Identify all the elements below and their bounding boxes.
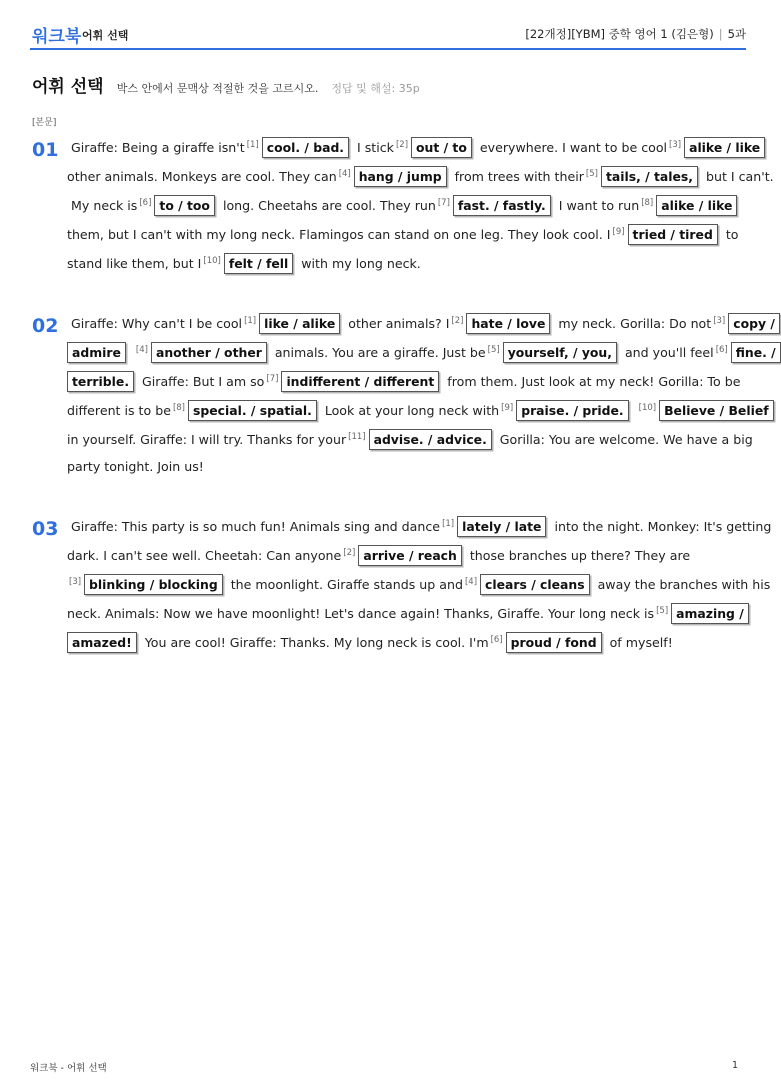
choice-box[interactable]: arrive / reach <box>358 545 462 566</box>
page-title: 어휘 선택 <box>32 77 104 97</box>
passage-line: them, but I can't with my long neck. Flamingos can stand on one leg. They look cool. I [9] tried / tired to <box>67 218 743 247</box>
choice-box[interactable]: fine. / <box>731 342 781 363</box>
passage-line: amazed! You are cool! Giraffe: Thanks. My long neck is cool. I'm [6] proud / fond of myself! <box>67 626 743 655</box>
choice-box[interactable]: like / alike <box>259 313 340 334</box>
passage-line: terrible. Giraffe: But I am so [7] indifferent / different from them. Just look at my neck! Gorilla: To be <box>67 365 743 394</box>
lesson-number: 5과 <box>727 27 746 41</box>
title-row <box>32 72 420 97</box>
passage-line: [3] blinking / blocking the moonlight. Giraffe stands up and [4] clears / cleans away the branches with his <box>67 568 743 597</box>
page-number: 1 <box>731 1060 738 1071</box>
choice-box[interactable]: out / to <box>411 137 472 158</box>
blank-number: [6] <box>715 345 728 355</box>
choice-box[interactable]: indifferent / different <box>281 371 439 392</box>
blank-number: [8] <box>641 198 654 208</box>
blank-number: [6] <box>139 198 152 208</box>
passage-line: other animals. Monkeys are cool. They can [4] hang / jump from trees with their [5] tails, / tales, but I can't. <box>67 160 743 189</box>
blank-number: [4] <box>464 577 478 587</box>
choice-box[interactable]: praise. / pride. <box>516 400 628 421</box>
choice-box[interactable]: alike / like <box>656 195 737 216</box>
choice-box[interactable]: copy / <box>728 313 780 334</box>
blank-number: [11] <box>348 432 366 442</box>
blank-number: [2] <box>395 140 409 150</box>
header-separator: | <box>718 27 723 41</box>
blank-number: [10] <box>203 256 221 266</box>
choice-box[interactable]: yourself, / you, <box>503 342 617 363</box>
blank-number: [4] <box>135 345 148 355</box>
blank-number: [3] <box>669 140 682 150</box>
choice-box[interactable]: amazed! <box>67 632 137 653</box>
passage-line: different is to be [8] special. / spatial. Look at your long neck with [9] praise. / pride. [10] Believe / Belief <box>67 394 743 423</box>
blank-number: [3] <box>69 577 82 587</box>
instruction-text: 박스 안에서 문맥상 적절한 것을 고르시오. <box>116 82 319 95</box>
blank-number: [4] <box>338 169 351 179</box>
question-number: 01 <box>32 139 59 161</box>
choice-box[interactable]: cool. / bad. <box>262 137 349 158</box>
blank-number: [6] <box>490 635 503 645</box>
choice-box[interactable]: hang / jump <box>354 166 447 187</box>
choice-box[interactable]: another / other <box>151 342 267 363</box>
choice-box[interactable]: proud / fond <box>506 632 602 653</box>
question-number: 02 <box>32 315 59 337</box>
blank-number: [5] <box>656 606 669 616</box>
course-name: [22개정][YBM] 중학 영어 1 (김은형) <box>525 27 714 41</box>
choice-box[interactable]: Believe / Belief <box>659 400 774 421</box>
blank-number: [1] <box>442 519 455 529</box>
passage-line: Giraffe: This party is so much fun! Animals sing and dance [1] lately / late into the night. Monkey: It's getting <box>67 510 743 539</box>
footer-label: 워크북 - 어휘 선택 <box>30 1063 107 1074</box>
choice-box[interactable]: tails, / tales, <box>601 166 698 187</box>
choice-box[interactable]: special. / spatial. <box>188 400 317 421</box>
question-number: 03 <box>32 518 59 540</box>
choice-box[interactable]: hate / love <box>466 313 550 334</box>
answer-reference: 정답 및 해설: 35p <box>331 82 420 95</box>
question-passage-02 <box>67 307 776 481</box>
blank-number: [7] <box>437 198 450 208</box>
blank-number: [3] <box>713 316 726 326</box>
blank-number: [7] <box>266 374 279 384</box>
passage-line: My neck is [6] to / too long. Cheetahs are cool. They run [7] fast. / fastly. I want to run [8] alike / like <box>67 189 743 218</box>
choice-box[interactable]: advise. / advice. <box>369 429 492 450</box>
blank-number: [1] <box>244 316 257 326</box>
blank-number: [5] <box>585 169 598 179</box>
passage-line: neck. Animals: Now we have moonlight! Let's dance again! Thanks, Giraffe. Your long neck is [5] amazing / <box>67 597 743 626</box>
passage-line: in yourself. Giraffe: I will try. Thanks for your [11] advise. / advice. Gorilla: You are welcome. We have a big <box>67 423 743 452</box>
passage-line: Giraffe: Being a giraffe isn't [1] cool. / bad. I stick [2] out / to everywhere. I want to be cool [3] alike / like <box>67 131 743 160</box>
choice-box[interactable]: fast. / fastly. <box>453 195 551 216</box>
blank-number: [8] <box>172 403 185 413</box>
blank-number: [9] <box>612 227 625 237</box>
choice-box[interactable]: felt / fell <box>224 253 293 274</box>
choice-box[interactable]: tried / tired <box>628 224 718 245</box>
question-passage-03 <box>67 510 772 655</box>
choice-box[interactable]: admire <box>67 342 126 363</box>
passage-line: party tonight. Join us! <box>67 459 204 474</box>
blank-number: [10] <box>638 403 657 413</box>
brand-title: 워크북 <box>32 27 82 47</box>
choice-box[interactable]: lately / late <box>457 516 546 537</box>
choice-box[interactable]: amazing / <box>671 603 749 624</box>
header-subtitle: 어휘 선택 <box>82 29 129 42</box>
choice-box[interactable]: alike / like <box>684 137 765 158</box>
blank-number: [5] <box>487 345 500 355</box>
choice-box[interactable]: to / too <box>154 195 215 216</box>
choice-box[interactable]: clears / cleans <box>480 574 590 595</box>
passage-line: stand like them, but I [10] felt / fell with my long neck. <box>67 247 743 276</box>
question-passage-01 <box>67 131 774 276</box>
passage-line: Giraffe: Why can't I be cool [1] like / alike other animals? I [2] hate / love my neck. Gorilla: Do not [3] copy / <box>67 307 743 336</box>
page-header <box>30 20 746 50</box>
section-tag: [본문] <box>32 118 57 128</box>
blank-number: [9] <box>501 403 514 413</box>
blank-number: [1] <box>246 140 259 150</box>
header-course-info <box>525 26 746 42</box>
choice-box[interactable]: terrible. <box>67 371 134 392</box>
passage-line: admire [4] another / other animals. You are a giraffe. Just be [5] yourself, / you, and you'll feel [6] fine. / <box>67 336 743 365</box>
choice-box[interactable]: blinking / blocking <box>84 574 223 595</box>
passage-line: dark. I can't see well. Cheetah: Can anyone [2] arrive / reach those branches up there? They are <box>67 539 743 568</box>
blank-number: [2] <box>451 316 464 326</box>
blank-number: [2] <box>343 548 356 558</box>
